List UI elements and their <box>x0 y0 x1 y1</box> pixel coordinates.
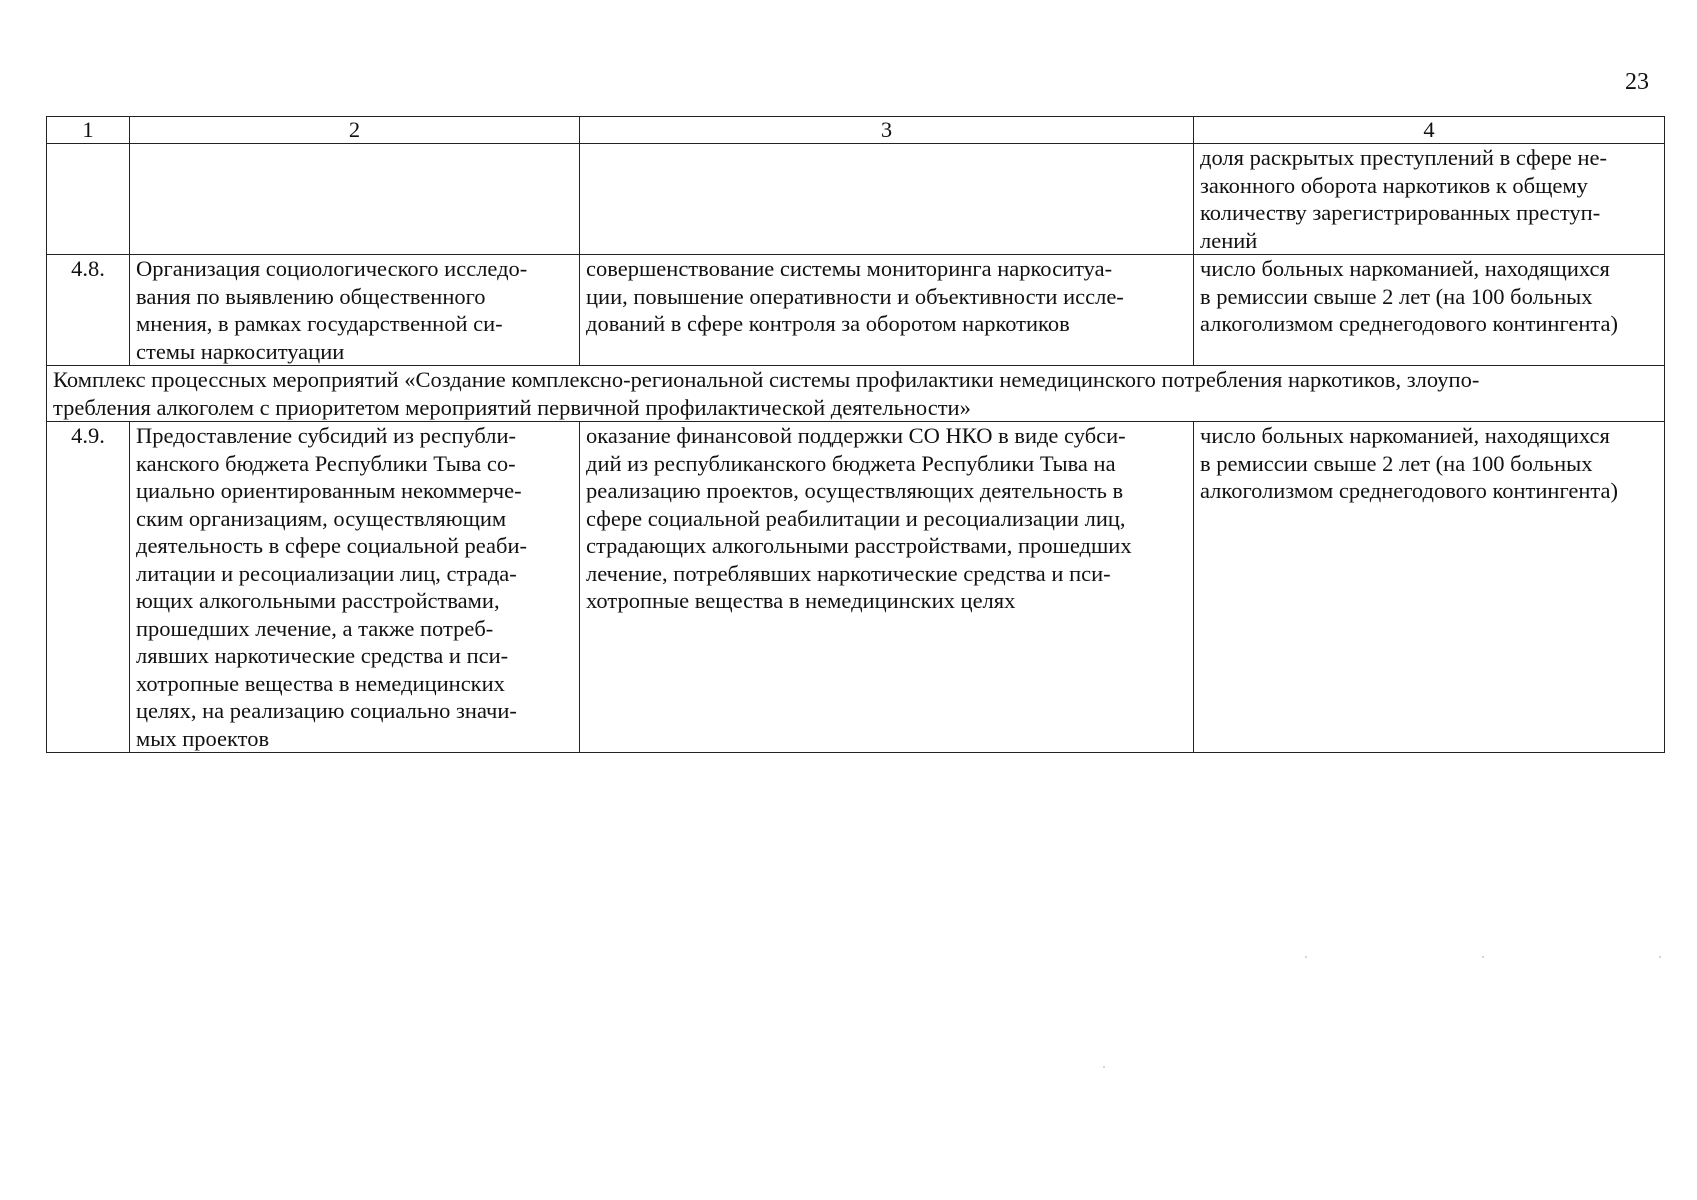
text-line: хотропные вещества в немедицинских целях <box>586 588 1016 613</box>
cell-activity <box>130 255 580 366</box>
cell-empty <box>47 144 130 255</box>
text-line: стемы наркоситуации <box>136 338 345 364</box>
cell-indicator <box>1194 144 1665 255</box>
header-col-2: 2 <box>130 117 580 144</box>
text-line: требления алкоголем с приоритетом мероприятий первичной профилактической деятельности» <box>53 394 971 420</box>
text-line: ским организациям, осуществляющим <box>136 505 507 531</box>
text-line: доля раскрытых преступлений в сфере не- <box>1200 145 1608 170</box>
scan-speck <box>1103 1066 1105 1068</box>
text-line: лений <box>1200 227 1258 253</box>
header-col-1: 1 <box>47 117 130 144</box>
text-line: законного оборота наркотиков к общему <box>1200 172 1588 198</box>
text-line: оказание финансовой поддержки СО НКО в виде субси- <box>586 423 1126 448</box>
text-line: реализацию проектов, осуществляющих деятельность в <box>586 478 1124 503</box>
cell-activity <box>130 422 580 753</box>
row-number: 4.8. <box>47 255 130 366</box>
row-number: 4.9. <box>47 422 130 753</box>
scan-speck <box>1305 956 1307 958</box>
scan-speck <box>1659 956 1661 958</box>
header-col-4: 4 <box>1194 117 1665 144</box>
text-line: прошедших лечение, а также потреб- <box>136 615 494 641</box>
text-line: лявших наркотические средства и пси- <box>136 643 509 668</box>
text-line: ции, повышение оперативности и объективности иссле- <box>586 283 1124 309</box>
text-line: в ремиссии свыше 2 лет (на 100 больных <box>1200 450 1593 476</box>
text-line: целях, на реализацию социально значи- <box>136 698 517 723</box>
text-line: совершенствование системы мониторинга наркоситуа- <box>586 256 1113 281</box>
text-line: литации и ресоциализации лиц, страда- <box>136 560 517 586</box>
document-table <box>46 116 1665 753</box>
text-line: дий из республиканского бюджета Республики Тыва на <box>586 450 1116 476</box>
text-line: число больных наркоманией, находящихся <box>1200 423 1610 448</box>
cell-indicator <box>1194 422 1665 753</box>
text-line: сфере социальной реабилитации и ресоциализации лиц, <box>586 505 1126 531</box>
table-section-row <box>47 366 1665 422</box>
text-line: алкоголизмом среднегодового контингента) <box>1200 311 1619 336</box>
text-line: количеству зарегистрированных преступ- <box>1200 200 1601 225</box>
table-row-continuation <box>47 144 1665 255</box>
text-line: хотропные вещества в немедицинских <box>136 670 505 696</box>
text-line: мых проектов <box>136 725 270 751</box>
text-line: деятельность в сфере социальной реаби- <box>136 533 528 558</box>
text-line: ющих алкогольными расстройствами, <box>136 588 500 613</box>
text-line: лечение, потреблявших наркотические средства и пси- <box>586 560 1111 586</box>
text-line: дований в сфере контроля за оборотом наркотиков <box>586 311 1070 336</box>
text-line: Комплекс процессных мероприятий «Создание комплексно-региональной системы профилактики немедицинского потребления наркотиков, злоупо- <box>53 367 1480 392</box>
cell-result <box>580 422 1194 753</box>
page-number: 23 <box>1625 69 1649 95</box>
table-row-4-8 <box>47 255 1665 366</box>
text-line: Предоставление субсидий из республи- <box>136 423 517 448</box>
header-col-3: 3 <box>580 117 1194 144</box>
table-row-4-9 <box>47 422 1665 753</box>
cell-indicator <box>1194 255 1665 366</box>
text-line: Организация социологического исследо- <box>136 256 528 281</box>
text-line: страдающих алкогольными расстройствами, прошедших <box>586 533 1132 558</box>
text-line: в ремиссии свыше 2 лет (на 100 больных <box>1200 283 1593 309</box>
text-line: канского бюджета Республики Тыва со- <box>136 450 516 476</box>
text-line: мнения, в рамках государственной си- <box>136 311 503 336</box>
text-line: алкоголизмом среднегодового контингента) <box>1200 478 1619 503</box>
text-line: вания по выявлению общественного <box>136 283 486 309</box>
scan-speck <box>1482 956 1484 958</box>
text-line: циально ориентированным некоммерче- <box>136 478 522 503</box>
cell-empty <box>130 144 580 255</box>
cell-empty <box>580 144 1194 255</box>
section-heading <box>47 366 1665 422</box>
cell-result <box>580 255 1194 366</box>
table-header-row <box>47 117 1665 144</box>
text-line: число больных наркоманией, находящихся <box>1200 256 1610 281</box>
